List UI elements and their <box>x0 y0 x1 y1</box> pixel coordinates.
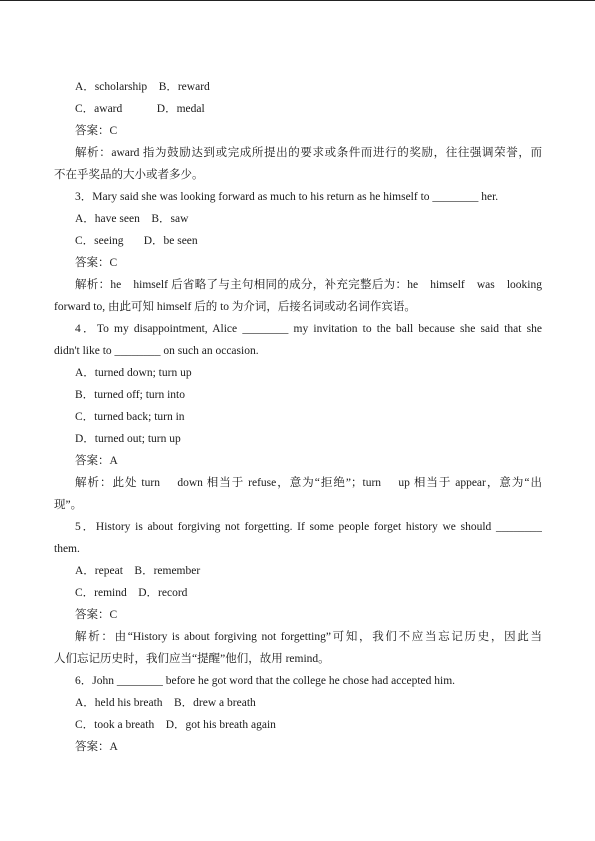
q6-option-b: B．drew a breath <box>174 697 256 709</box>
q6-option-a: A．held his breath <box>75 697 163 709</box>
q2-analysis-line-2: 不在乎奖品的大小或者多少。 <box>54 169 204 181</box>
q3-option-c: C．seeing <box>75 235 124 247</box>
q6-option-c: C．took a breath <box>75 719 155 731</box>
q6-options-ab <box>54 692 542 714</box>
q3-option-a: A．have seen <box>75 213 140 225</box>
q3-analysis-line-2: forward to, 由此可知 himself 后的 to 为介词，后接名词或动名词作宾语。 <box>54 301 416 313</box>
q4-option-b: B．turned off; turn into <box>75 389 185 401</box>
q3-analysis-line-1: 解析：he himself 后省略了与主句相同的成分，补充完整后为：he himself was looking <box>75 279 542 291</box>
q5-answer: 答案：C <box>75 609 118 621</box>
q6-stem: 6．John ________ before he got word that the college he chose had accepted him. <box>75 675 456 687</box>
q2-answer: 答案：C <box>75 125 118 137</box>
q3-stem: 3．Mary said she was looking forward as much to his return as he himself to ________ her. <box>75 191 499 203</box>
q4-stem-line-2: didn't like to ________ on such an occasion. <box>54 345 259 357</box>
q5-analysis-line-1: 解析：由“History is about forgiving not forgetting”可知，我们不应当忘记历史，因此当 <box>75 631 542 643</box>
q4-analysis-line-2: 现”。 <box>54 499 83 511</box>
q5-option-a: A．repeat <box>75 565 123 577</box>
q5-stem-line-1: 5．History is about forgiving not forgetting. If some people forget history we should ________ <box>75 521 542 533</box>
q3-option-d: D．be seen <box>143 235 198 247</box>
q3-options-cd <box>54 230 542 252</box>
q2-options-ab <box>54 76 542 98</box>
q6-answer: 答案：A <box>75 741 118 753</box>
q2-options-cd <box>54 98 542 120</box>
q5-option-b: B．remember <box>134 565 201 577</box>
q3-answer: 答案：C <box>75 257 118 269</box>
q4-analysis-line-1: 解析：此处 turn down 相当于 refuse，意为“拒绝”；turn up 相当于 appear，意为“出 <box>75 477 542 489</box>
q2-option-d: D．medal <box>156 103 205 115</box>
q2-option-a: A．scholarship <box>75 81 148 93</box>
q2-option-b: B．reward <box>158 81 210 93</box>
q4-answer: 答案：A <box>75 455 118 467</box>
q4-option-c: C．turned back; turn in <box>75 411 185 423</box>
q4-option-a: A．turned down; turn up <box>75 367 192 379</box>
q5-option-d: D．record <box>138 587 188 599</box>
q6-option-d: D．got his breath again <box>165 719 276 731</box>
q3-options-ab <box>54 208 542 230</box>
q2-analysis-line-1: 解析：award 指为鼓励达到或完成所提出的要求或条件而进行的奖励，往往强调荣誉，而 <box>75 147 542 159</box>
top-border-line <box>0 0 595 1</box>
exercise-page <box>54 76 542 758</box>
q5-options-cd <box>54 582 542 604</box>
q3-option-b: B．saw <box>151 213 189 225</box>
q2-option-c: C．award <box>75 103 123 115</box>
q5-stem-line-2: them. <box>54 543 80 555</box>
q5-options-ab <box>54 560 542 582</box>
q5-option-c: C．remind <box>75 587 127 599</box>
q5-analysis-line-2: 人们忘记历史时，我们应当“提醒”他们，故用 remind。 <box>54 653 330 665</box>
q6-options-cd <box>54 714 542 736</box>
q4-stem-line-1: 4．To my disappointment, Alice ________ my invitation to the ball because she said that she <box>75 323 542 335</box>
q4-option-d: D．turned out; turn up <box>75 433 181 445</box>
